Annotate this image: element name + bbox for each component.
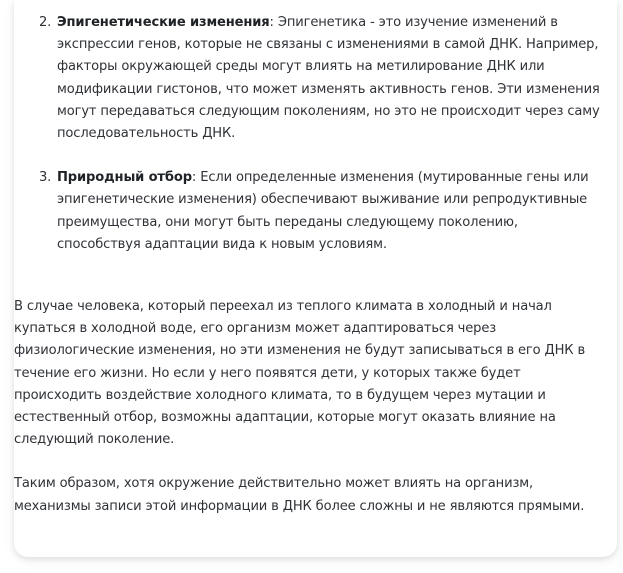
- paragraph: Таким образом, хотя окружение действительно может влиять на организм, механизмы записи этой информации в ДНК более сложны и не являются прямыми.: [14, 476, 585, 514]
- paragraph: В случае человека, который переехал из теплого климата в холодный и начал купаться в холодной воде, его организм может адаптироваться через физиологические изменения, но эти изменения не будут записываться в его ДНК в течение его жизни. Но если у него появятся дети, у которых также будет происходить воздействие холодного климата, то в будущем через мутации и естественный отбор, возможны адаптации, которые могут оказать влияние на следующий поколение.: [14, 299, 586, 448]
- message-card: [14, 0, 617, 557]
- list-item-text: : Эпигенетика - это изучение изменений в экспрессии генов, которые не связаны с изменениями в самой ДНК. Например, факторы окружающей среды могут влиять на метилирование ДНК или модификации гистонов, что может изменять активность генов. Эти изменения могут передаваться следующим поколениям, но это не происходит через саму последовательность ДНК.: [57, 15, 600, 142]
- list-item-term: Эпигенетические изменения: [57, 15, 270, 30]
- list-item-text: : Если определенные изменения (мутированные гены или эпигенетические изменения) обеспечивают выживание или репродуктивные преимущества, они могут быть переданы следующему поколению, способствуя адаптации вида к новым условиям.: [57, 170, 589, 252]
- list-item: [32, 12, 602, 145]
- numbered-list: [32, 12, 602, 256]
- message-content: [14, 12, 602, 518]
- list-item-number: 3.: [39, 170, 52, 186]
- paragraphs: [14, 296, 602, 518]
- list-item-term: Природный отбор: [57, 170, 192, 186]
- list-item-number: 2.: [39, 15, 52, 30]
- list-item: [32, 167, 602, 256]
